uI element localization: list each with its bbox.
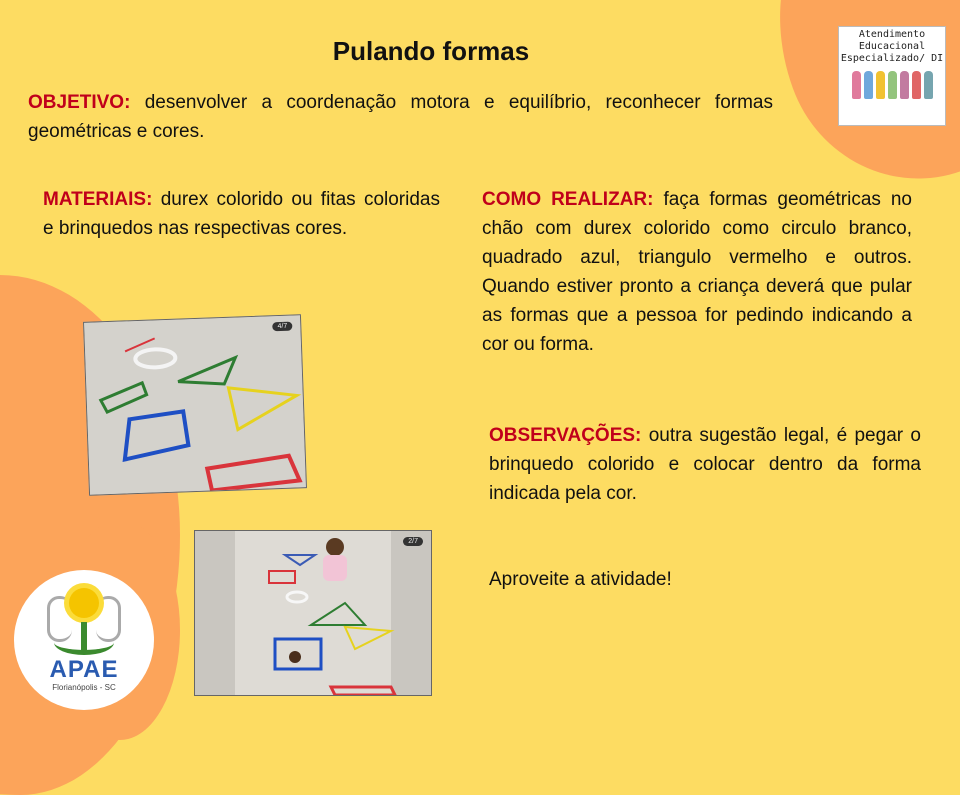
aee-logo-line2: Educacional <box>858 41 926 52</box>
notes-label: OBSERVAÇÕES: <box>489 425 642 446</box>
doll-icon <box>289 651 301 663</box>
aee-logo-line1: Atendimento <box>858 29 926 40</box>
page-title: Pulando formas <box>332 36 530 66</box>
apae-name: APAE <box>49 656 119 683</box>
objective-paragraph <box>28 88 773 146</box>
objective-label: OBJETIVO: <box>28 92 131 113</box>
closing-text: Aproveite a atividade! <box>489 569 672 590</box>
materials-paragraph <box>43 185 440 243</box>
photo2-badge: 2/7 <box>403 537 423 546</box>
notes-paragraph <box>489 421 921 508</box>
how-to-paragraph <box>482 185 912 359</box>
aee-logo <box>838 26 946 126</box>
apae-city: Florianópolis - SC <box>52 683 116 692</box>
aee-logo-line3: Especializado/ DI <box>840 53 944 64</box>
child-body-icon <box>323 555 347 581</box>
children-drawing-icon <box>839 71 945 99</box>
leaves-icon <box>54 630 114 655</box>
floor-shapes-photo <box>83 314 307 496</box>
child-on-shapes-drawing <box>195 531 431 695</box>
materials-label: MATERIAIS: <box>43 189 153 210</box>
child-head-icon <box>326 538 344 556</box>
apae-logo <box>14 570 154 710</box>
photo1-badge: 4/7 <box>272 322 292 332</box>
how-to-label: COMO REALIZAR: <box>482 189 654 210</box>
floor-shapes-drawing <box>84 315 306 494</box>
how-to-text: faça formas geométricas no chão com durex colorido como circulo branco, quadrado azul, triangulo vermelho e outros. Quando estiver pronto a criança deverá que pular as formas que a pessoa for pedindo indicando a cor ou forma. <box>482 189 912 355</box>
objective-text: desenvolver a coordenação motora e equilíbrio, reconhecer formas geométricas e cores. <box>28 92 773 142</box>
child-on-shapes-photo <box>194 530 432 696</box>
materials-text: durex colorido ou fitas coloridas e brinquedos nas respectivas cores. <box>43 189 440 239</box>
notes-text: outra sugestão legal, é pegar o brinquedo colorido e colocar dentro da forma indicada pela cor. <box>489 425 921 504</box>
flower-icon <box>69 588 99 618</box>
